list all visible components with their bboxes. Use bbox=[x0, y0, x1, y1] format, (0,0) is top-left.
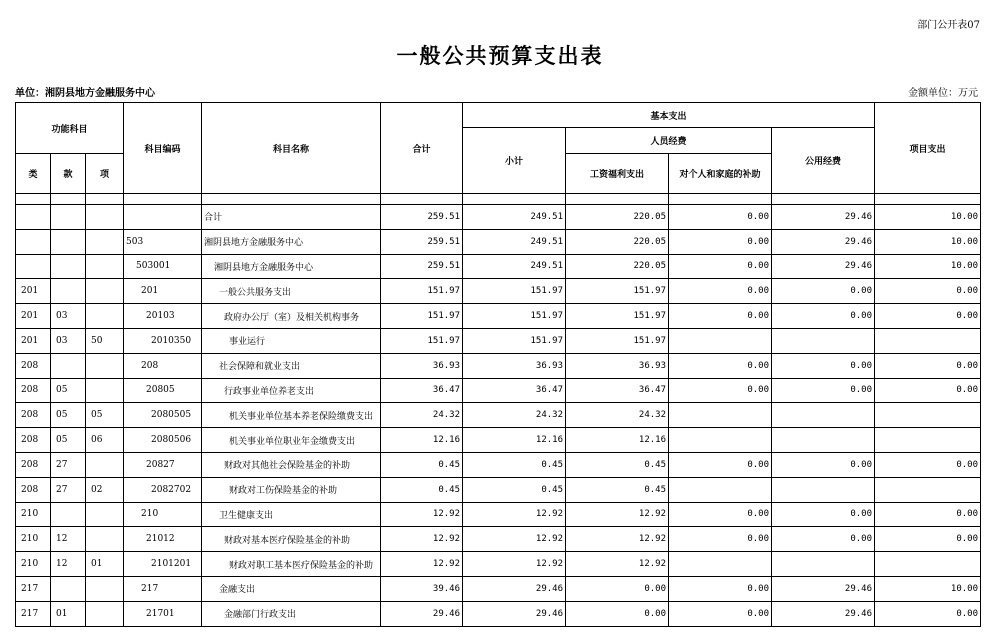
cell-xiang bbox=[86, 205, 124, 230]
cell-lei bbox=[16, 229, 51, 254]
cell-subtotal: 12.16 bbox=[463, 428, 566, 453]
header-subject-name: 科目名称 bbox=[202, 103, 381, 194]
cell-name: 社会保障和就业支出 bbox=[202, 353, 381, 378]
cell-project: 10.00 bbox=[875, 254, 981, 279]
cell-xiang bbox=[86, 452, 124, 477]
cell-household bbox=[669, 428, 772, 453]
amount-unit-label: 金额单位：万元 bbox=[908, 88, 978, 99]
cell-lei: 210 bbox=[16, 552, 51, 577]
cell-code: 503 bbox=[124, 229, 202, 254]
table-row bbox=[16, 254, 981, 279]
cell-name: 金融支出 bbox=[202, 576, 381, 601]
cell-total: 259.51 bbox=[381, 254, 463, 279]
cell-salary: 12.16 bbox=[566, 428, 669, 453]
cell-project: 0.00 bbox=[875, 452, 981, 477]
cell-household: 0.00 bbox=[669, 502, 772, 527]
cell-total: 151.97 bbox=[381, 328, 463, 353]
cell-name: 政府办公厅（室）及相关机构事务 bbox=[202, 304, 381, 329]
table-row bbox=[16, 229, 981, 254]
cell-salary: 36.93 bbox=[566, 353, 669, 378]
header-salary-welfare: 工资福利支出 bbox=[566, 154, 669, 194]
header-personnel-expense: 人员经费 bbox=[566, 128, 772, 154]
cell-public: 0.00 bbox=[772, 502, 875, 527]
cell-xiang bbox=[86, 576, 124, 601]
cell-code: 2080505 bbox=[124, 403, 202, 428]
form-number: 部门公开表07 bbox=[917, 20, 980, 31]
cell-kuan: 27 bbox=[51, 452, 86, 477]
cell-kuan bbox=[51, 502, 86, 527]
table-row bbox=[16, 527, 981, 552]
header-basic-expenditure: 基本支出 bbox=[463, 103, 875, 128]
cell-project: 0.00 bbox=[875, 502, 981, 527]
cell-code: 503001 bbox=[124, 254, 202, 279]
cell-xiang bbox=[86, 254, 124, 279]
cell-subtotal: 12.92 bbox=[463, 552, 566, 577]
cell-total: 36.47 bbox=[381, 378, 463, 403]
header-total: 合计 bbox=[381, 103, 463, 194]
cell-subtotal: 249.51 bbox=[463, 205, 566, 230]
cell-public bbox=[772, 428, 875, 453]
cell-salary: 0.45 bbox=[566, 452, 669, 477]
cell-subtotal: 151.97 bbox=[463, 304, 566, 329]
cell-name: 合计 bbox=[202, 205, 381, 230]
cell-code: 2010350 bbox=[124, 328, 202, 353]
cell-public: 29.46 bbox=[772, 254, 875, 279]
cell-public: 0.00 bbox=[772, 304, 875, 329]
cell-xiang bbox=[86, 378, 124, 403]
cell-name: 湘阴县地方金融服务中心 bbox=[202, 254, 381, 279]
cell-xiang: 05 bbox=[86, 403, 124, 428]
cell-household: 0.00 bbox=[669, 601, 772, 626]
cell-kuan bbox=[51, 205, 86, 230]
cell-code: 21701 bbox=[124, 601, 202, 626]
cell-xiang: 50 bbox=[86, 328, 124, 353]
cell-lei: 210 bbox=[16, 502, 51, 527]
cell-xiang bbox=[86, 279, 124, 304]
cell-project: 0.00 bbox=[875, 304, 981, 329]
header-xiang: 项 bbox=[86, 154, 124, 194]
table-row bbox=[16, 552, 981, 577]
cell-xiang: 02 bbox=[86, 477, 124, 502]
cell-household: 0.00 bbox=[669, 304, 772, 329]
cell-name: 金融部门行政支出 bbox=[202, 601, 381, 626]
cell-lei: 208 bbox=[16, 452, 51, 477]
cell-lei: 217 bbox=[16, 576, 51, 601]
cell-kuan: 05 bbox=[51, 403, 86, 428]
budget-table bbox=[15, 102, 981, 627]
cell-code bbox=[124, 205, 202, 230]
cell-household: 0.00 bbox=[669, 452, 772, 477]
cell-lei: 201 bbox=[16, 279, 51, 304]
cell-subtotal: 12.92 bbox=[463, 502, 566, 527]
cell-household: 0.00 bbox=[669, 279, 772, 304]
cell-kuan: 03 bbox=[51, 328, 86, 353]
cell-subtotal: 151.97 bbox=[463, 279, 566, 304]
cell-project bbox=[875, 428, 981, 453]
cell-lei bbox=[16, 205, 51, 230]
cell-subtotal: 12.92 bbox=[463, 527, 566, 552]
cell-subtotal: 36.47 bbox=[463, 378, 566, 403]
header-function-subject: 功能科目 bbox=[16, 103, 124, 154]
cell-project: 0.00 bbox=[875, 378, 981, 403]
cell-lei: 208 bbox=[16, 403, 51, 428]
cell-public bbox=[772, 477, 875, 502]
cell-public bbox=[772, 552, 875, 577]
cell-salary: 220.05 bbox=[566, 205, 669, 230]
cell-code: 2082702 bbox=[124, 477, 202, 502]
spacer-row bbox=[16, 194, 981, 205]
cell-name: 财政对其他社会保险基金的补助 bbox=[202, 452, 381, 477]
cell-subtotal: 151.97 bbox=[463, 328, 566, 353]
cell-lei: 208 bbox=[16, 353, 51, 378]
table-row bbox=[16, 328, 981, 353]
cell-salary: 0.00 bbox=[566, 601, 669, 626]
cell-household: 0.00 bbox=[669, 254, 772, 279]
cell-kuan bbox=[51, 279, 86, 304]
cell-household bbox=[669, 328, 772, 353]
cell-total: 36.93 bbox=[381, 353, 463, 378]
cell-name: 机关事业单位基本养老保险缴费支出 bbox=[202, 403, 381, 428]
cell-total: 29.46 bbox=[381, 601, 463, 626]
table-row bbox=[16, 304, 981, 329]
cell-public: 29.46 bbox=[772, 229, 875, 254]
cell-project: 0.00 bbox=[875, 279, 981, 304]
cell-name: 卫生健康支出 bbox=[202, 502, 381, 527]
cell-household bbox=[669, 403, 772, 428]
cell-subtotal: 36.93 bbox=[463, 353, 566, 378]
cell-lei bbox=[16, 254, 51, 279]
page-title: 一般公共预算支出表 bbox=[396, 44, 604, 68]
cell-public: 0.00 bbox=[772, 452, 875, 477]
cell-kuan: 27 bbox=[51, 477, 86, 502]
cell-total: 151.97 bbox=[381, 279, 463, 304]
cell-kuan: 05 bbox=[51, 378, 86, 403]
cell-total: 24.32 bbox=[381, 403, 463, 428]
table-row bbox=[16, 353, 981, 378]
cell-subtotal: 29.46 bbox=[463, 576, 566, 601]
cell-salary: 151.97 bbox=[566, 304, 669, 329]
cell-project bbox=[875, 403, 981, 428]
header-kuan: 款 bbox=[51, 154, 86, 194]
cell-subtotal: 29.46 bbox=[463, 601, 566, 626]
cell-xiang bbox=[86, 229, 124, 254]
cell-public bbox=[772, 328, 875, 353]
cell-household: 0.00 bbox=[669, 527, 772, 552]
cell-total: 12.92 bbox=[381, 527, 463, 552]
cell-salary: 151.97 bbox=[566, 279, 669, 304]
cell-project: 10.00 bbox=[875, 229, 981, 254]
cell-lei: 208 bbox=[16, 378, 51, 403]
cell-public: 29.46 bbox=[772, 576, 875, 601]
cell-total: 12.92 bbox=[381, 552, 463, 577]
cell-household: 0.00 bbox=[669, 229, 772, 254]
cell-xiang: 01 bbox=[86, 552, 124, 577]
cell-kuan: 12 bbox=[51, 527, 86, 552]
cell-subtotal: 24.32 bbox=[463, 403, 566, 428]
cell-total: 12.16 bbox=[381, 428, 463, 453]
cell-code: 20805 bbox=[124, 378, 202, 403]
cell-public: 0.00 bbox=[772, 378, 875, 403]
cell-total: 0.45 bbox=[381, 477, 463, 502]
cell-name: 机关事业单位职业年金缴费支出 bbox=[202, 428, 381, 453]
cell-lei: 201 bbox=[16, 304, 51, 329]
cell-name: 财政对基本医疗保险基金的补助 bbox=[202, 527, 381, 552]
cell-household: 0.00 bbox=[669, 576, 772, 601]
cell-lei: 208 bbox=[16, 428, 51, 453]
cell-kuan: 12 bbox=[51, 552, 86, 577]
cell-household bbox=[669, 477, 772, 502]
header-subtotal: 小计 bbox=[463, 128, 566, 194]
cell-xiang bbox=[86, 304, 124, 329]
cell-code: 20103 bbox=[124, 304, 202, 329]
cell-salary: 220.05 bbox=[566, 229, 669, 254]
cell-code: 210 bbox=[124, 502, 202, 527]
header-household-subsidy: 对个人和家庭的补助 bbox=[669, 154, 772, 194]
cell-project: 10.00 bbox=[875, 576, 981, 601]
cell-project: 0.00 bbox=[875, 527, 981, 552]
cell-total: 39.46 bbox=[381, 576, 463, 601]
cell-salary: 12.92 bbox=[566, 552, 669, 577]
cell-salary: 0.45 bbox=[566, 477, 669, 502]
cell-total: 0.45 bbox=[381, 452, 463, 477]
cell-project bbox=[875, 477, 981, 502]
cell-subtotal: 249.51 bbox=[463, 229, 566, 254]
cell-lei: 201 bbox=[16, 328, 51, 353]
cell-code: 21012 bbox=[124, 527, 202, 552]
cell-project: 0.00 bbox=[875, 353, 981, 378]
cell-public bbox=[772, 403, 875, 428]
cell-name: 财政对职工基本医疗保险基金的补助 bbox=[202, 552, 381, 577]
table-row bbox=[16, 452, 981, 477]
table-row bbox=[16, 601, 981, 626]
table-row bbox=[16, 502, 981, 527]
cell-kuan: 05 bbox=[51, 428, 86, 453]
cell-project bbox=[875, 552, 981, 577]
cell-public: 0.00 bbox=[772, 527, 875, 552]
cell-public: 29.46 bbox=[772, 205, 875, 230]
cell-kuan bbox=[51, 353, 86, 378]
cell-public: 0.00 bbox=[772, 279, 875, 304]
cell-code: 20827 bbox=[124, 452, 202, 477]
cell-salary: 24.32 bbox=[566, 403, 669, 428]
cell-household: 0.00 bbox=[669, 205, 772, 230]
table-row bbox=[16, 205, 981, 230]
table-row bbox=[16, 428, 981, 453]
cell-xiang bbox=[86, 527, 124, 552]
cell-public: 0.00 bbox=[772, 353, 875, 378]
cell-subtotal: 0.45 bbox=[463, 477, 566, 502]
cell-salary: 12.92 bbox=[566, 527, 669, 552]
cell-kuan: 03 bbox=[51, 304, 86, 329]
cell-total: 259.51 bbox=[381, 229, 463, 254]
cell-subtotal: 249.51 bbox=[463, 254, 566, 279]
cell-salary: 36.47 bbox=[566, 378, 669, 403]
header-lei: 类 bbox=[16, 154, 51, 194]
cell-xiang: 06 bbox=[86, 428, 124, 453]
cell-code: 217 bbox=[124, 576, 202, 601]
cell-household bbox=[669, 552, 772, 577]
cell-name: 事业运行 bbox=[202, 328, 381, 353]
cell-name: 财政对工伤保险基金的补助 bbox=[202, 477, 381, 502]
header-project-expenditure: 项目支出 bbox=[875, 103, 981, 194]
cell-project: 10.00 bbox=[875, 205, 981, 230]
cell-salary: 151.97 bbox=[566, 328, 669, 353]
cell-code: 2101201 bbox=[124, 552, 202, 577]
cell-code: 2080506 bbox=[124, 428, 202, 453]
cell-total: 12.92 bbox=[381, 502, 463, 527]
unit-label: 单位：湘阴县地方金融服务中心 bbox=[15, 88, 155, 99]
table-row bbox=[16, 378, 981, 403]
cell-salary: 12.92 bbox=[566, 502, 669, 527]
cell-kuan bbox=[51, 254, 86, 279]
table-row bbox=[16, 576, 981, 601]
cell-project bbox=[875, 328, 981, 353]
cell-kuan bbox=[51, 576, 86, 601]
cell-kuan bbox=[51, 229, 86, 254]
cell-lei: 210 bbox=[16, 527, 51, 552]
table-row bbox=[16, 279, 981, 304]
cell-public: 29.46 bbox=[772, 601, 875, 626]
cell-kuan: 01 bbox=[51, 601, 86, 626]
cell-lei: 208 bbox=[16, 477, 51, 502]
cell-total: 259.51 bbox=[381, 205, 463, 230]
cell-project: 0.00 bbox=[875, 601, 981, 626]
header-subject-code: 科目编码 bbox=[124, 103, 202, 194]
cell-salary: 220.05 bbox=[566, 254, 669, 279]
cell-name: 一般公共服务支出 bbox=[202, 279, 381, 304]
cell-lei: 217 bbox=[16, 601, 51, 626]
table-row bbox=[16, 477, 981, 502]
cell-code: 201 bbox=[124, 279, 202, 304]
cell-household: 0.00 bbox=[669, 353, 772, 378]
cell-household: 0.00 bbox=[669, 378, 772, 403]
header-public-expense: 公用经费 bbox=[772, 128, 875, 194]
cell-total: 151.97 bbox=[381, 304, 463, 329]
cell-code: 208 bbox=[124, 353, 202, 378]
cell-subtotal: 0.45 bbox=[463, 452, 566, 477]
cell-xiang bbox=[86, 502, 124, 527]
cell-name: 湘阴县地方金融服务中心 bbox=[202, 229, 381, 254]
table-row bbox=[16, 403, 981, 428]
cell-name: 行政事业单位养老支出 bbox=[202, 378, 381, 403]
cell-salary: 0.00 bbox=[566, 576, 669, 601]
cell-xiang bbox=[86, 601, 124, 626]
cell-xiang bbox=[86, 353, 124, 378]
